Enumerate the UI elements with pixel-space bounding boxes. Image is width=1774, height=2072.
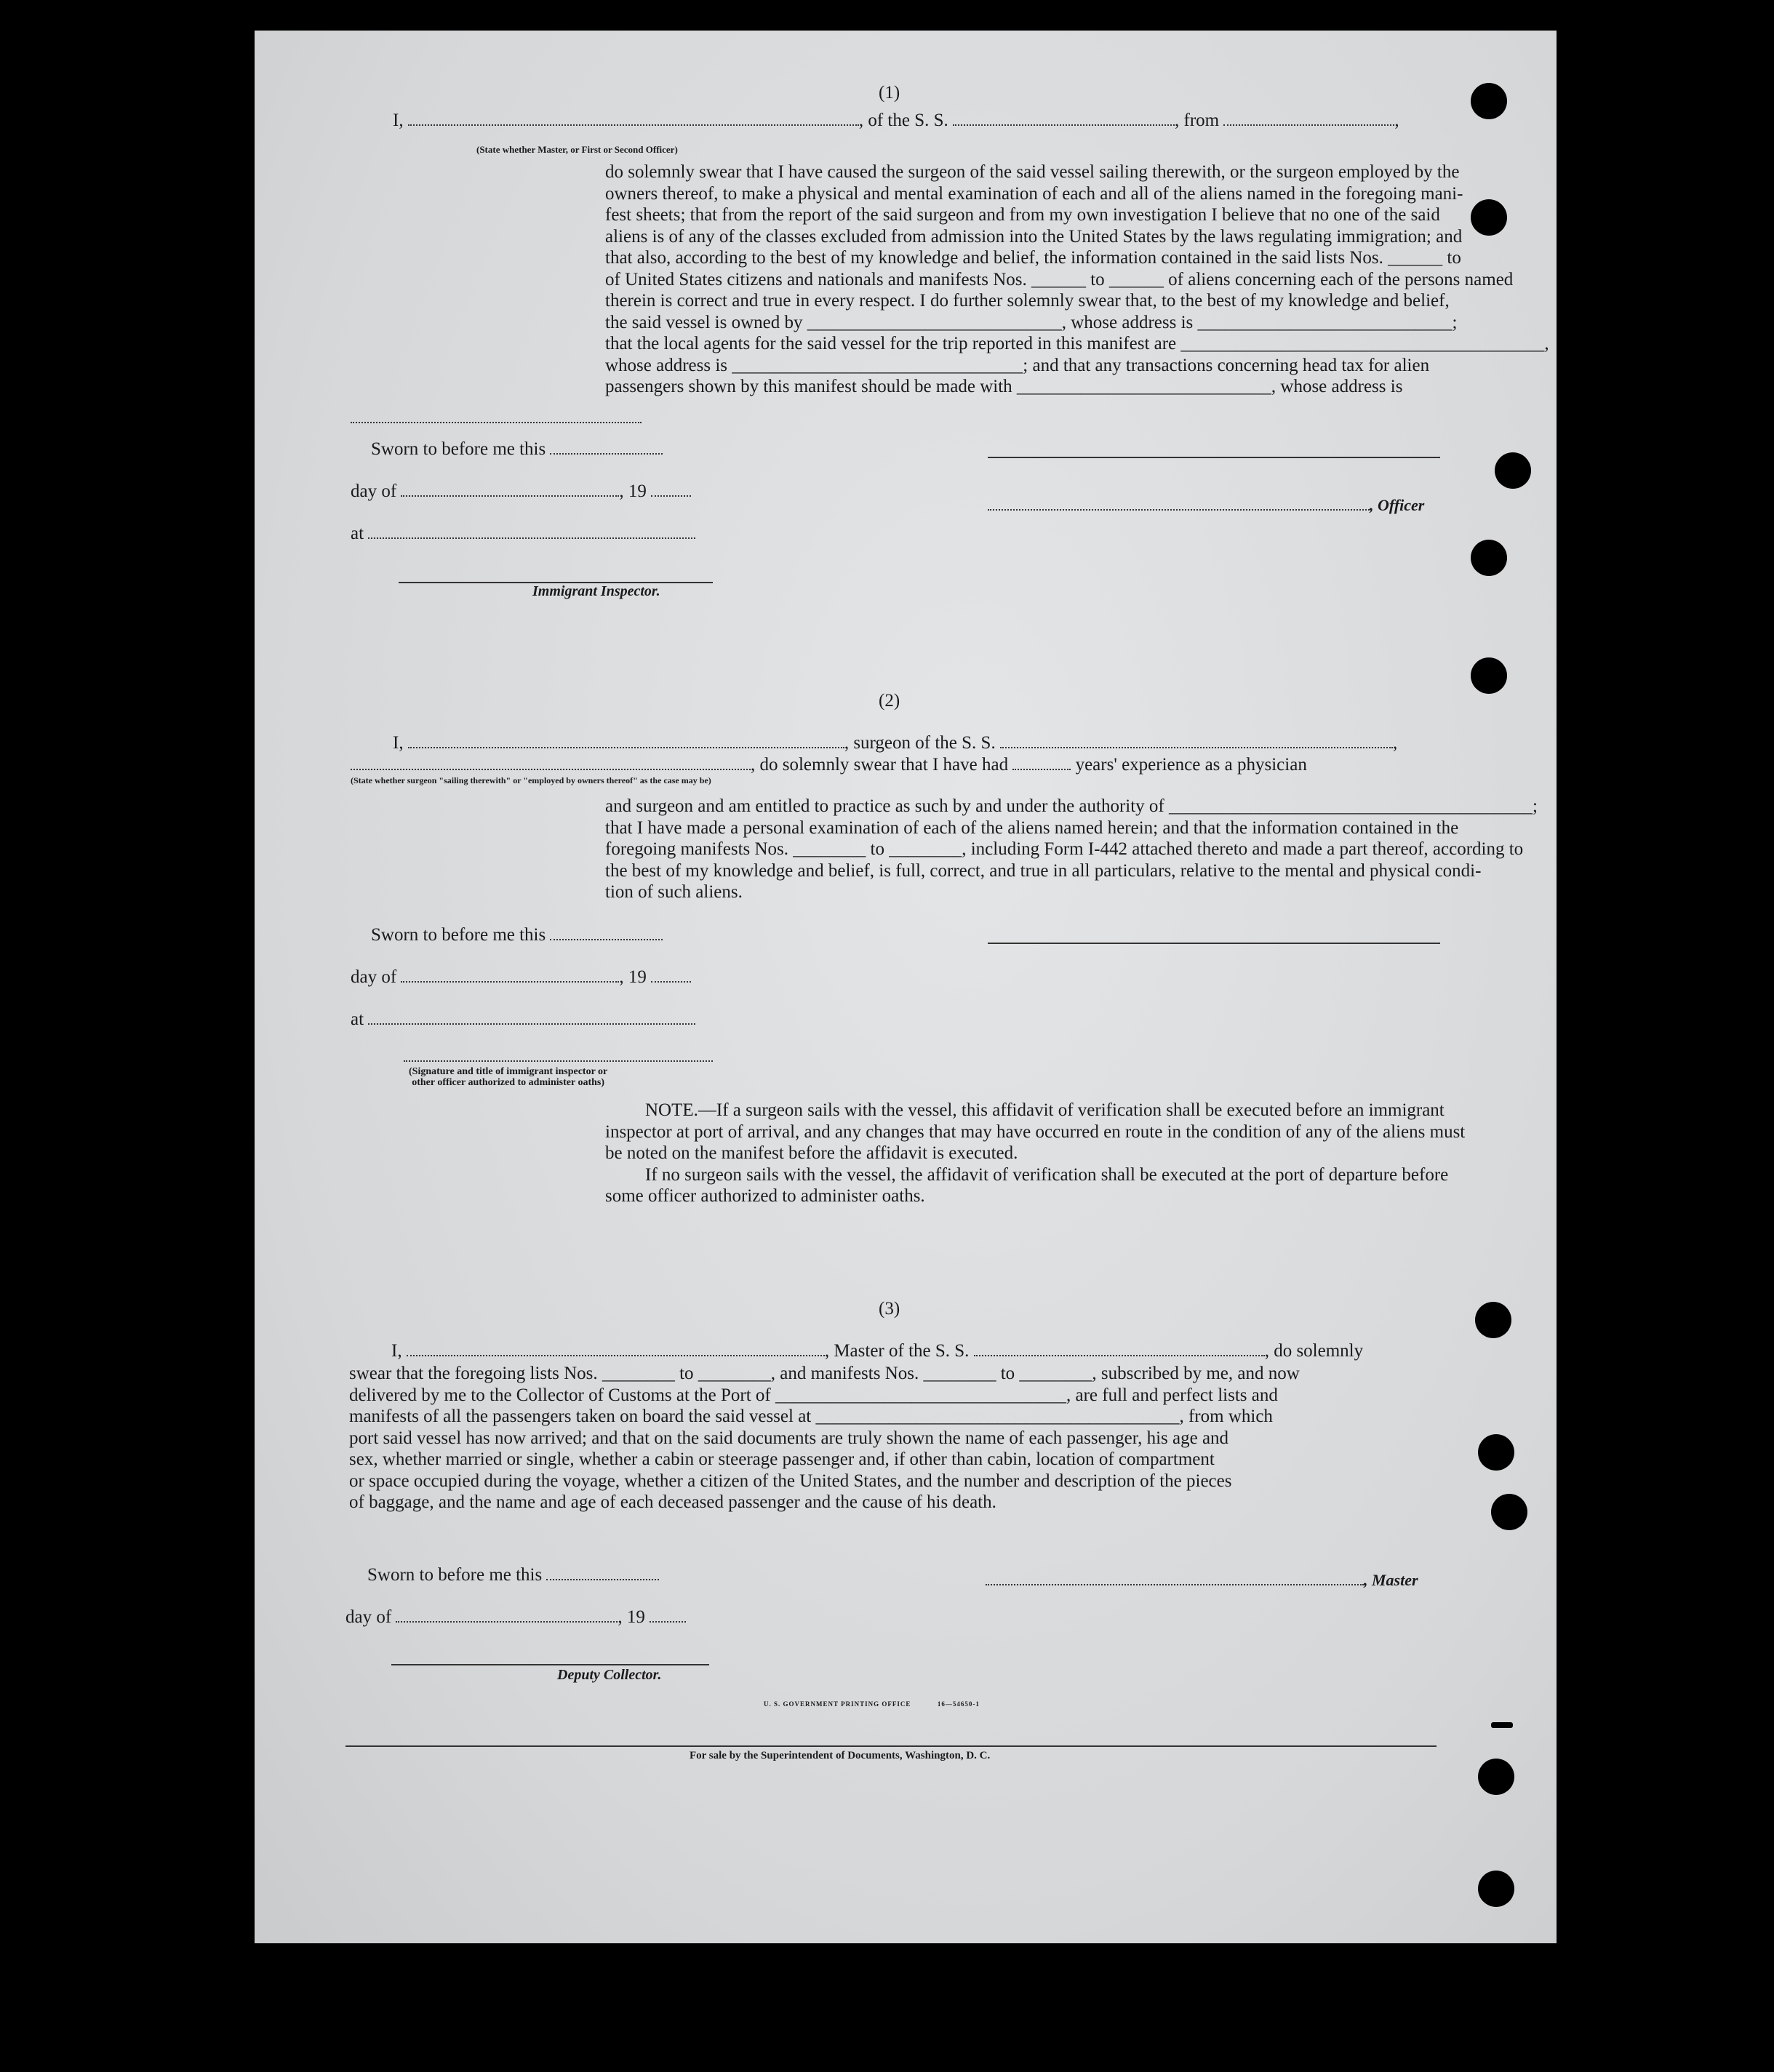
section-1-body-line: fest sheets; that from the report of the said surgeon and from my own investigation I believe that no one of the said [605, 205, 1440, 225]
day-of-blank [401, 482, 619, 497]
note-line: inspector at port of arrival, and any changes that may have occurred en route in the condition of any of the aliens must [605, 1121, 1466, 1142]
officer-name-blank [408, 111, 859, 126]
physician-label: years' experience as a physician [1075, 755, 1307, 775]
section-2-line-2 [351, 755, 1307, 775]
section-1-sworn [371, 439, 663, 460]
master-vessel-blank [974, 1342, 1265, 1356]
signature-note-line: other officer authorized to administer oaths) [412, 1077, 605, 1088]
punch-hole [1478, 1871, 1514, 1907]
section-1-body-line: whose address is ________________________________; and that any transactions concerning head tax for alien [605, 355, 1430, 375]
section-1-day-of [351, 481, 691, 502]
section-3-body [349, 1363, 1440, 1513]
officer-note: (State whether Master, or First or Second Officer) [476, 144, 678, 155]
section-3-body-line: swear that the foregoing lists Nos. ________ to ________, and manifests Nos. ________ to ________, subscribed by me, and now [349, 1364, 1300, 1383]
section-2-line-end: , [1392, 733, 1398, 753]
section-3-body-line: manifests of all the passengers taken on board the said vessel at ________________________________________, from which [349, 1407, 1273, 1426]
punch-mark [1491, 1722, 1513, 1728]
section-2-note [605, 1100, 1696, 1207]
note-line: some officer authorized to administer oaths. [605, 1186, 925, 1206]
section-3-body-line: delivered by me to the Collector of Customs at the Port of ________________________________, are full and perfect lists and [349, 1385, 1278, 1405]
section-2-body-line: that I have made a personal examination of each of the aliens named herein; and that the information contained in the [605, 817, 1459, 838]
section-3-number: (3) [879, 1299, 900, 1319]
surgeon-type-blank [351, 756, 751, 770]
punch-hole [1471, 657, 1507, 694]
section-1-body-line: aliens is of any of the classes excluded from admission into the United States by the laws regulating immigration; and [605, 226, 1463, 247]
print-code: 16—54650-1 [937, 1700, 980, 1708]
at-label: at [351, 1009, 364, 1029]
section-1-line-end: , [1394, 111, 1399, 130]
day-of-label: day of [351, 481, 397, 501]
year-label: , 19 [619, 967, 647, 987]
surgeon-name-blank [408, 734, 844, 748]
master-signature-blank [986, 1571, 1364, 1585]
section-3-body-line: port said vessel has now arrived; and that on the said documents are truly shown the name of each passenger, his age and [349, 1428, 1229, 1448]
surgeon-vessel-blank [1000, 734, 1393, 748]
master-vessel-label: , Master of the S. S. [824, 1341, 970, 1361]
printer-label: U. S. GOVERNMENT PRINTING OFFICE [764, 1700, 911, 1708]
section-2-at [351, 1009, 695, 1030]
section-1-body [605, 161, 1696, 398]
section-2-body-line: the best of my knowledge and belief, is full, correct, and true in all particulars, relative to the mental and physical condi- [605, 860, 1482, 881]
from-port-blank [1223, 111, 1394, 126]
collector-label: Deputy Collector. [557, 1667, 662, 1683]
note-line: be noted on the manifest before the affidavit is executed. [605, 1143, 1018, 1163]
sworn-label: Sworn to before me this [371, 925, 546, 945]
signature-note-line: (Signature and title of immigrant inspector or [409, 1066, 608, 1077]
experience-label: , do solemnly swear that I have had [751, 755, 1009, 775]
at-place-blank [368, 524, 695, 539]
punch-hole [1495, 452, 1531, 489]
year-blank [651, 482, 691, 497]
section-1-at [351, 524, 695, 544]
punch-hole [1475, 1302, 1511, 1338]
punch-hole [1471, 199, 1507, 236]
collector-signature-line [391, 1664, 709, 1665]
section-2-day-of [351, 967, 691, 988]
officer-signature-line [988, 457, 1440, 458]
surgeon-vessel-label: , surgeon of the S. S. [844, 733, 996, 753]
sworn-label: Sworn to before me this [367, 1565, 543, 1585]
day-of-blank [401, 968, 619, 983]
sworn-date-blank [550, 440, 663, 455]
section-3-prefix: I, [391, 1341, 402, 1361]
section-2-body [605, 796, 1696, 903]
at-place-blank [368, 1010, 695, 1025]
section-1-body-line: do solemnly swear that I have caused the surgeon of the said vessel sailing therewith, or the surgeon employed by the [605, 162, 1460, 182]
master-label: , Master [1364, 1571, 1418, 1589]
surgeon-signature-line [988, 943, 1440, 944]
vessel-name-blank [953, 111, 1175, 126]
section-3-master [986, 1571, 1418, 1590]
officer-title-blank [988, 496, 1370, 511]
section-2-body-line: tion of such aliens. [605, 882, 743, 902]
year-blank [650, 1608, 686, 1623]
section-1-body-line: the said vessel is owned by ____________________________, whose address is ____________________________; [605, 312, 1458, 332]
section-2-body-line: foregoing manifests Nos. ________ to ________, including Form I-442 attached thereto and made a part thereof, according to [605, 839, 1524, 859]
section-3-line-end: , do solemnly [1264, 1341, 1364, 1361]
section-1-line-1 [393, 111, 1399, 131]
punch-hole [1478, 1759, 1514, 1795]
sworn-date-blank [546, 1566, 659, 1580]
section-1-officer [988, 496, 1424, 515]
day-of-blank [396, 1608, 618, 1623]
whose-address-blank [351, 409, 642, 423]
officer-label: , Officer [1370, 496, 1425, 514]
years-blank [1012, 756, 1071, 770]
day-of-label: day of [351, 967, 397, 987]
section-2-prefix: I, [393, 733, 404, 753]
section-1-number: (1) [879, 83, 900, 103]
year-label: , 19 [619, 481, 647, 501]
note-line: NOTE.—If a surgeon sails with the vessel, this affidavit of verification shall be executed before an immigrant [645, 1100, 1445, 1120]
section-2-number: (2) [879, 691, 900, 711]
sale-notice: For sale by the Superintendent of Documents, Washington, D. C. [690, 1750, 991, 1761]
sworn-date-blank [550, 926, 663, 940]
section-3-day-of [345, 1607, 686, 1628]
section-3-body-line: of baggage, and the name and age of each deceased passenger and the cause of his death. [349, 1492, 996, 1512]
inspector-signature-blank [404, 1047, 713, 1062]
punch-hole [1478, 1434, 1514, 1471]
section-3-body-line: or space occupied during the voyage, whether a citizen of the United States, and the number and description of the pieces [349, 1471, 1232, 1491]
section-1-body-line: therein is correct and true in every respect. I do further solemnly swear that, to the best of my knowledge and belief, [605, 291, 1450, 311]
punch-hole [1491, 1494, 1527, 1530]
section-1-from-label: , from [1175, 111, 1220, 130]
section-1-body-line: that the local agents for the said vessel for the trip reported in this manifest are ________________________________________, [605, 334, 1549, 353]
section-3-body-line: sex, whether married or single, whether a cabin or steerage passenger and, if other than cabin, location of compartment [349, 1449, 1215, 1469]
section-1-vessel-label: , of the S. S. [858, 111, 948, 130]
signature-note [409, 1066, 607, 1088]
sworn-label: Sworn to before me this [371, 439, 546, 459]
footer-rule [345, 1745, 1437, 1747]
day-of-label: day of [345, 1607, 392, 1627]
section-2-sworn [371, 925, 663, 945]
section-1-body-line: that also, according to the best of my knowledge and belief, the information contained in the said lists Nos. ______ to [605, 248, 1461, 268]
section-1-body-line: owners thereof, to make a physical and mental examination of each and all of the aliens named in the foregoing mani- [605, 183, 1463, 204]
note-line: If no surgeon sails with the vessel, the affidavit of verification shall be executed at the port of departure before [645, 1164, 1449, 1185]
section-1-body-line: passengers shown by this manifest should be made with ____________________________, whose address is [605, 377, 1403, 396]
section-3-line-1 [391, 1341, 1363, 1361]
printer-line [764, 1700, 980, 1708]
section-2-line-1 [393, 733, 1397, 753]
punch-hole [1471, 83, 1507, 119]
section-1-body-line: of United States citizens and nationals and manifests Nos. ______ to ______ of aliens concerning each of the persons named [605, 269, 1514, 289]
year-label: , 19 [618, 1607, 645, 1627]
section-1-prefix: I, [393, 111, 404, 130]
at-label: at [351, 524, 364, 543]
master-name-blank [407, 1342, 825, 1356]
surgeon-note: (State whether surgeon "sailing therewith" or "employed by owners thereof" as the case may be) [351, 775, 711, 785]
year-blank [651, 968, 691, 983]
inspector-label: Immigrant Inspector. [532, 583, 660, 599]
document-page [255, 31, 1557, 1943]
section-2-body-line: and surgeon and am entitled to practice as such by and under the authority of ________________________________________; [605, 796, 1538, 816]
punch-hole [1471, 540, 1507, 576]
section-3-sworn [367, 1565, 659, 1585]
